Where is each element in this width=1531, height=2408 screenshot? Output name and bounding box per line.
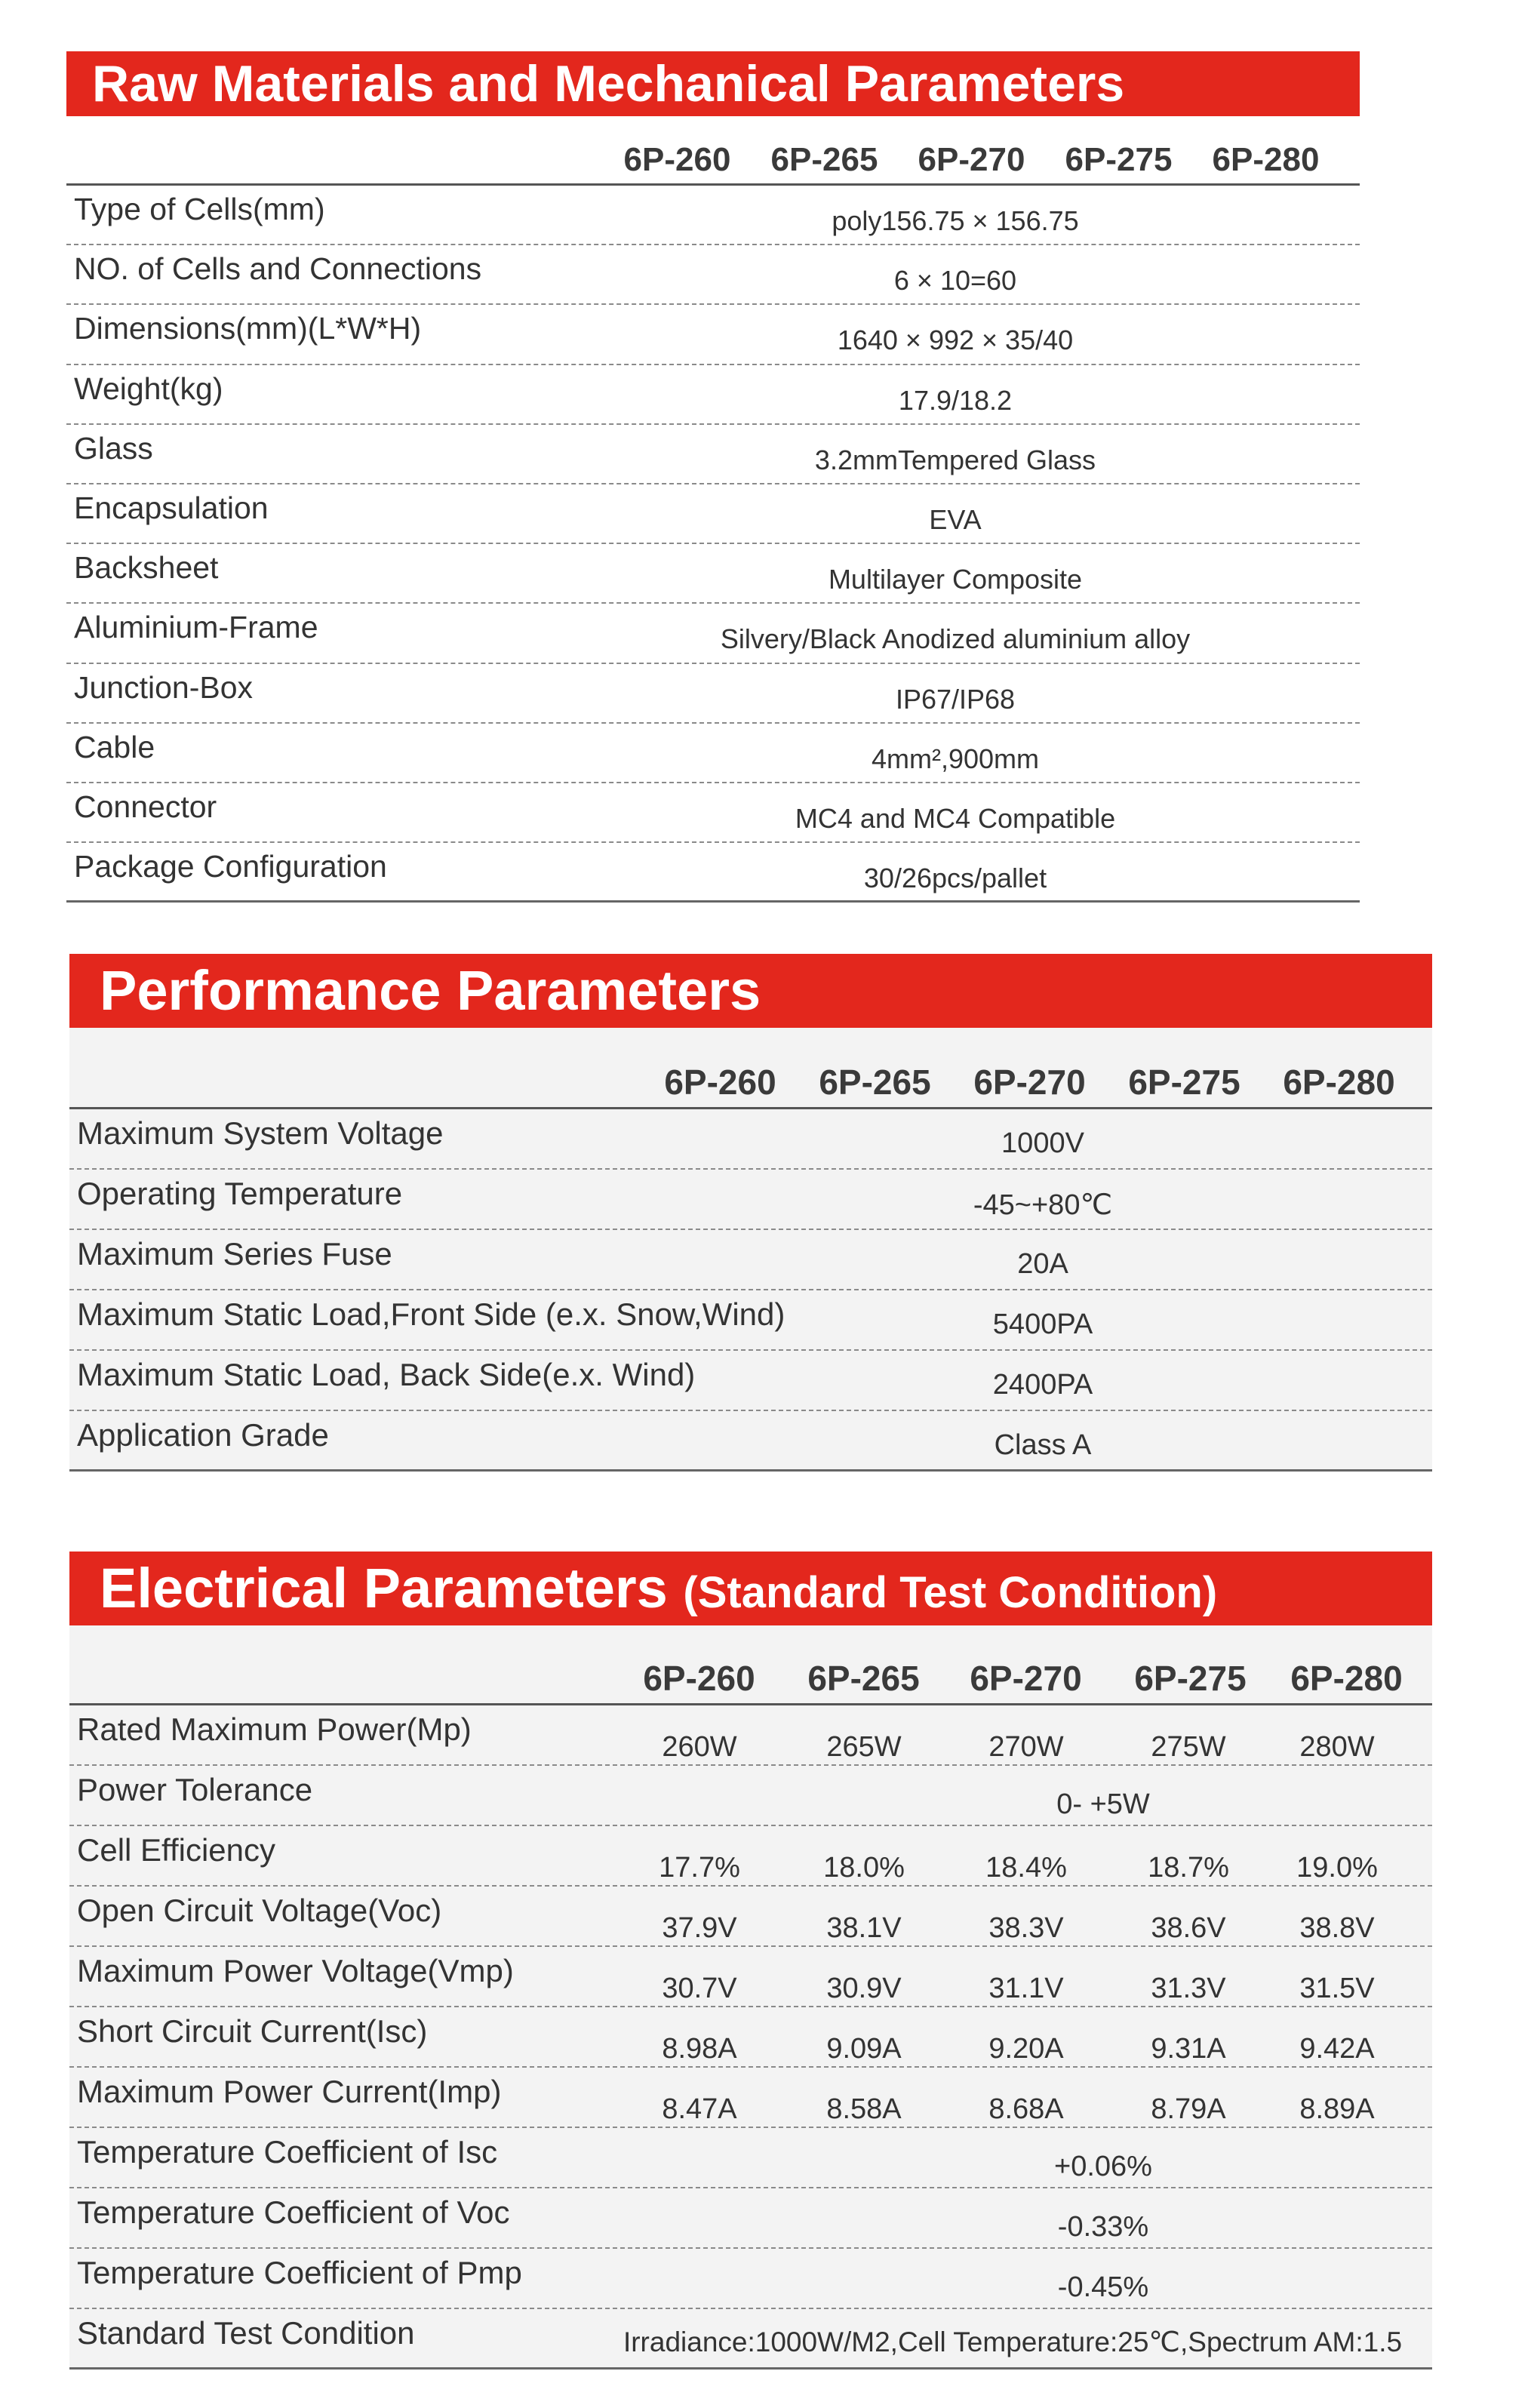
table-row xyxy=(69,2068,1432,2128)
cell-value: 18.4% xyxy=(985,1852,1067,1884)
cell-value: 38.8V xyxy=(1299,1912,1375,1944)
row-label: Temperature Coefficient of Voc xyxy=(77,2194,510,2230)
model-header: 6P-265 xyxy=(819,1063,931,1102)
row-label: Weight(kg) xyxy=(74,371,223,406)
row-label: Cable xyxy=(74,729,155,764)
row-value: 2400PA xyxy=(992,1369,1093,1401)
table-row xyxy=(69,2249,1432,2309)
cell-value: 31.3V xyxy=(1151,1973,1226,2004)
table-row xyxy=(66,544,1360,604)
cell-value: 8.98A xyxy=(662,2033,737,2065)
model-header: 6P-270 xyxy=(973,1063,1086,1102)
table-row xyxy=(69,2309,1432,2370)
row-value: 17.9/18.2 xyxy=(898,384,1013,416)
cell-value: 265W xyxy=(826,1731,902,1763)
row-label: Maximum Static Load, Back Side(e.x. Wind) xyxy=(77,1357,696,1392)
electrical-section xyxy=(69,1552,1432,2370)
row-label: Aluminium-Frame xyxy=(74,610,318,645)
model-header: 6P-280 xyxy=(1212,141,1320,178)
row-label: NO. of Cells and Connections xyxy=(74,251,482,287)
model-header: 6P-260 xyxy=(643,1659,755,1698)
table-row xyxy=(69,1109,1432,1170)
model-header: 6P-265 xyxy=(770,141,878,178)
row-value: EVA xyxy=(929,503,982,535)
table-row xyxy=(66,305,1360,364)
row-value: -0.45% xyxy=(1057,2271,1149,2303)
row-label: Power Tolerance xyxy=(77,1772,313,1807)
row-label: Standard Test Condition xyxy=(77,2315,415,2351)
table-row xyxy=(69,1351,1432,1411)
cell-value: 31.1V xyxy=(988,1973,1064,2004)
raw-model-header xyxy=(66,116,1360,186)
row-value: 30/26pcs/pallet xyxy=(863,863,1047,894)
cell-value: 37.9V xyxy=(662,1912,737,1944)
model-header: 6P-275 xyxy=(1128,1063,1240,1102)
model-header: 6P-260 xyxy=(623,141,731,178)
model-header: 6P-275 xyxy=(1134,1659,1247,1698)
row-label: Dimensions(mm)(L*W*H) xyxy=(74,311,422,346)
row-value: MC4 and MC4 Compatible xyxy=(795,802,1116,834)
cell-value: 8.68A xyxy=(988,2093,1064,2125)
electrical-title-band xyxy=(69,1552,1432,1625)
row-label: Open Circuit Voltage(Voc) xyxy=(77,1893,442,1928)
table-row xyxy=(69,1826,1432,1887)
row-value: 6 × 10=60 xyxy=(893,265,1017,297)
cell-value: 9.09A xyxy=(826,2033,902,2065)
row-label: Backsheet xyxy=(74,550,219,586)
row-label: Encapsulation xyxy=(74,490,269,525)
row-label: Rated Maximum Power(Mp) xyxy=(77,1711,472,1747)
row-value: Multilayer Composite xyxy=(828,564,1083,595)
table-row xyxy=(69,2128,1432,2188)
row-label: Maximum Series Fuse xyxy=(77,1236,392,1272)
row-label: Maximum System Voltage xyxy=(77,1115,444,1151)
performance-model-header xyxy=(69,1028,1432,1109)
cell-value: 31.5V xyxy=(1299,1973,1375,2004)
electrical-model-header xyxy=(69,1625,1432,1705)
cell-value: 38.3V xyxy=(988,1912,1064,1944)
table-row xyxy=(69,1170,1432,1230)
table-row xyxy=(66,604,1360,663)
row-label: Maximum Power Current(Imp) xyxy=(77,2074,502,2109)
row-value: 3.2mmTempered Glass xyxy=(814,444,1096,475)
row-value: Class A xyxy=(994,1429,1092,1461)
table-row xyxy=(66,365,1360,425)
row-label: Cell Efficiency xyxy=(77,1832,275,1868)
table-row xyxy=(66,664,1360,724)
row-value: 5400PA xyxy=(992,1309,1093,1340)
model-header: 6P-270 xyxy=(970,1659,1082,1698)
cell-value: 19.0% xyxy=(1296,1852,1378,1884)
cell-value: 18.7% xyxy=(1148,1852,1229,1884)
cell-value: 8.89A xyxy=(1299,2093,1375,2125)
cell-value: 9.20A xyxy=(988,2033,1064,2065)
performance-table xyxy=(69,1028,1432,1472)
row-value: 0- +5W xyxy=(1056,1788,1150,1820)
raw-materials-table xyxy=(66,116,1360,903)
table-row xyxy=(69,1230,1432,1290)
cell-value: 275W xyxy=(1151,1731,1226,1763)
table-row xyxy=(69,1947,1432,2007)
table-row xyxy=(69,1887,1432,1947)
table-row xyxy=(66,245,1360,305)
performance-title: Performance Parameters xyxy=(69,954,1432,1028)
table-row xyxy=(69,1705,1432,1766)
row-value: Irradiance:1000W/M2,Cell Temperature:25℃,Spectrum AM:1.5 xyxy=(623,2327,1403,2357)
cell-value: 30.9V xyxy=(826,1973,902,2004)
electrical-table xyxy=(69,1625,1432,2370)
raw-materials-section xyxy=(66,51,1360,903)
table-row xyxy=(66,186,1360,245)
table-row xyxy=(66,484,1360,544)
cell-value: 38.1V xyxy=(826,1912,902,1944)
table-row xyxy=(69,1411,1432,1472)
cell-value: 38.6V xyxy=(1151,1912,1226,1944)
row-value: IP67/IP68 xyxy=(895,683,1016,715)
electrical-title: Electrical Parameters xyxy=(100,1557,668,1619)
cell-value: 270W xyxy=(988,1731,1064,1763)
row-label: Package Configuration xyxy=(74,849,387,884)
cell-value: 280W xyxy=(1299,1731,1375,1763)
row-label: Maximum Power Voltage(Vmp) xyxy=(77,1953,514,1988)
table-row xyxy=(66,724,1360,783)
performance-section xyxy=(69,954,1432,1472)
row-value: 1640 × 992 × 35/40 xyxy=(837,324,1074,356)
row-label: Operating Temperature xyxy=(77,1176,403,1211)
table-row xyxy=(66,425,1360,484)
table-row xyxy=(66,783,1360,843)
cell-value: 30.7V xyxy=(662,1973,737,2004)
table-row xyxy=(69,1290,1432,1351)
table-row xyxy=(66,843,1360,903)
row-value: Silvery/Black Anodized aluminium alloy xyxy=(720,623,1191,655)
row-value: 20A xyxy=(1017,1248,1068,1280)
cell-value: 9.31A xyxy=(1151,2033,1226,2065)
cell-value: 17.7% xyxy=(659,1852,740,1884)
electrical-subtitle: (Standard Test Condition) xyxy=(683,1568,1218,1617)
cell-value: 8.47A xyxy=(662,2093,737,2125)
table-row xyxy=(69,2007,1432,2068)
row-label: Application Grade xyxy=(77,1417,329,1453)
table-row xyxy=(69,2188,1432,2249)
model-header: 6P-260 xyxy=(664,1063,776,1102)
row-value: -0.33% xyxy=(1057,2211,1149,2243)
row-value: 4mm²,900mm xyxy=(871,743,1040,774)
row-label: Maximum Static Load,Front Side (e.x. Snow,Wind) xyxy=(77,1296,785,1332)
row-label: Glass xyxy=(74,430,153,466)
model-header: 6P-265 xyxy=(807,1659,920,1698)
row-label: Short Circuit Current(Isc) xyxy=(77,2013,428,2049)
row-label: Temperature Coefficient of Pmp xyxy=(77,2255,522,2290)
model-header: 6P-275 xyxy=(1065,141,1173,178)
cell-value: 260W xyxy=(662,1731,737,1763)
raw-materials-title: Raw Materials and Mechanical Parameters xyxy=(66,51,1360,116)
cell-value: 9.42A xyxy=(1299,2033,1375,2065)
model-header: 6P-280 xyxy=(1290,1659,1403,1698)
row-label: Type of Cells(mm) xyxy=(74,192,325,226)
model-header: 6P-280 xyxy=(1283,1063,1395,1102)
row-value: -45~+80℃ xyxy=(973,1189,1113,1221)
row-value: poly156.75 × 156.75 xyxy=(832,205,1079,236)
row-value: +0.06% xyxy=(1054,2151,1152,2182)
table-row xyxy=(69,1766,1432,1826)
row-label: Connector xyxy=(74,789,217,824)
cell-value: 8.58A xyxy=(826,2093,902,2125)
row-value: 1000V xyxy=(1001,1127,1084,1159)
row-label: Temperature Coefficient of Isc xyxy=(77,2134,498,2170)
cell-value: 8.79A xyxy=(1151,2093,1226,2125)
row-label: Junction-Box xyxy=(74,669,254,705)
model-header: 6P-270 xyxy=(918,141,1025,178)
cell-value: 18.0% xyxy=(823,1852,905,1884)
